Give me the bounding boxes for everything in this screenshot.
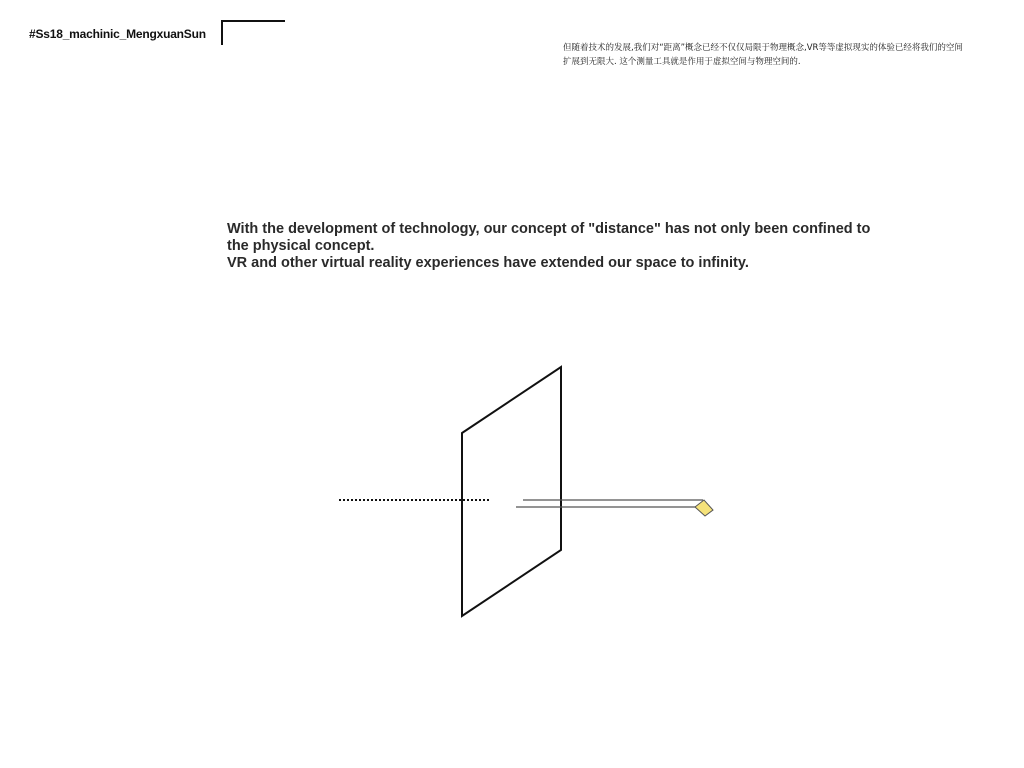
measuring-rod-tip — [695, 500, 713, 516]
description-chinese-line-1: 但随着技术的发展,我们对“距离”概念已经不仅仅局限于物理概念,VR等等虚拟现实的体验已经将我们的空间 — [563, 43, 963, 53]
description-english-line-3: VR and other virtual reality experiences have extended our space to infinity. — [227, 255, 749, 271]
description-chinese-line-2: 扩展到无限大. 这个测量工具就是作用于虚拟空间与物理空间的. — [563, 57, 801, 67]
perspective-plane — [462, 367, 561, 616]
project-tag: #Ss18_machinic_MengxuanSun — [29, 27, 206, 41]
description-english-line-2: the physical concept. — [227, 238, 375, 254]
description-english-line-1: With the development of technology, our concept of "distance" has not only been confined to — [227, 221, 871, 237]
